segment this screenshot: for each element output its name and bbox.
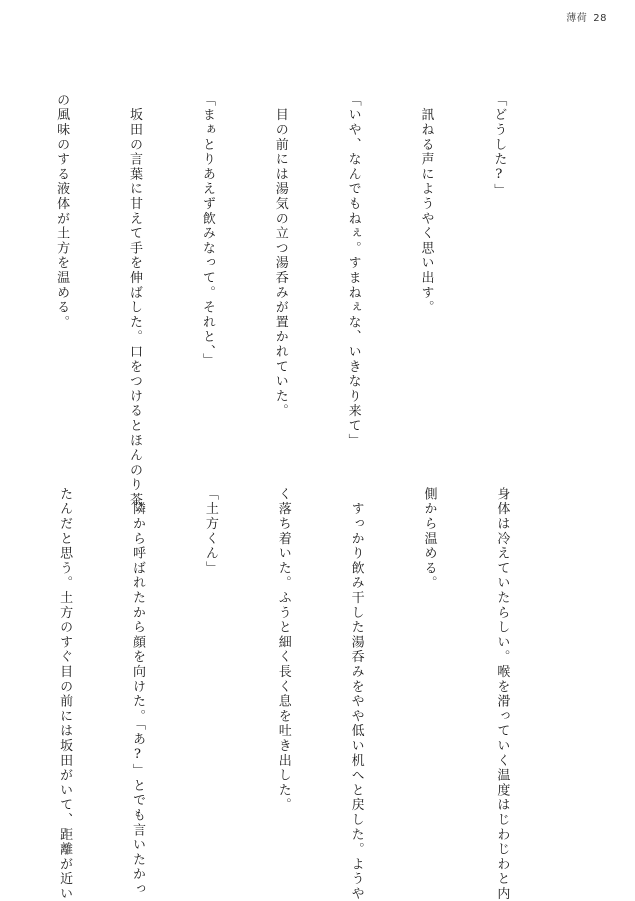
- text-line: く落ち着いた。ふうと細く長く息を吐き出した。: [270, 487, 294, 859]
- text-line: たんだと思う。土方のすぐ目の前には坂田がいて、距離が近い: [52, 487, 76, 859]
- book-title: 薄荷: [566, 13, 587, 24]
- text-line: の風味のする液体が土方を温める。: [49, 93, 73, 473]
- page-number: 28: [593, 13, 607, 24]
- text-line: 目の前には湯気の立つ湯呑みが置かれていた。: [267, 93, 291, 473]
- text-line: 訊ねる声にようやく思い出す。: [413, 93, 437, 473]
- text-block-upper: [85, 93, 559, 473]
- text-line: [0, 487, 3, 859]
- text-line: すっかり飲み干した湯呑みをやや低い机へと戻した。ようや: [343, 487, 367, 859]
- text-line: 「いや、なんでもねぇ。すまねぇな、いきなり来て」: [340, 93, 364, 473]
- text-line: 坂田の言葉に甘えて手を伸ばした。口をつけるとほんのり茶: [122, 93, 146, 473]
- text-line: 身体は冷えていたらしい。喉を滑っていく温度はじわじわと内: [489, 487, 513, 859]
- text-block-lower: [72, 487, 562, 859]
- running-header: [560, 9, 607, 24]
- text-line: 側から温める。: [416, 487, 440, 859]
- text-line: 「まぁとりあえず飲みなって。それと、」: [195, 93, 219, 473]
- text-line: 「土方くん」: [198, 487, 222, 859]
- text-line: 「どうした?」: [486, 93, 510, 473]
- text-line: 隣から呼ばれたから顔を向けた。「あ?」とでも言いたかっ: [125, 487, 149, 859]
